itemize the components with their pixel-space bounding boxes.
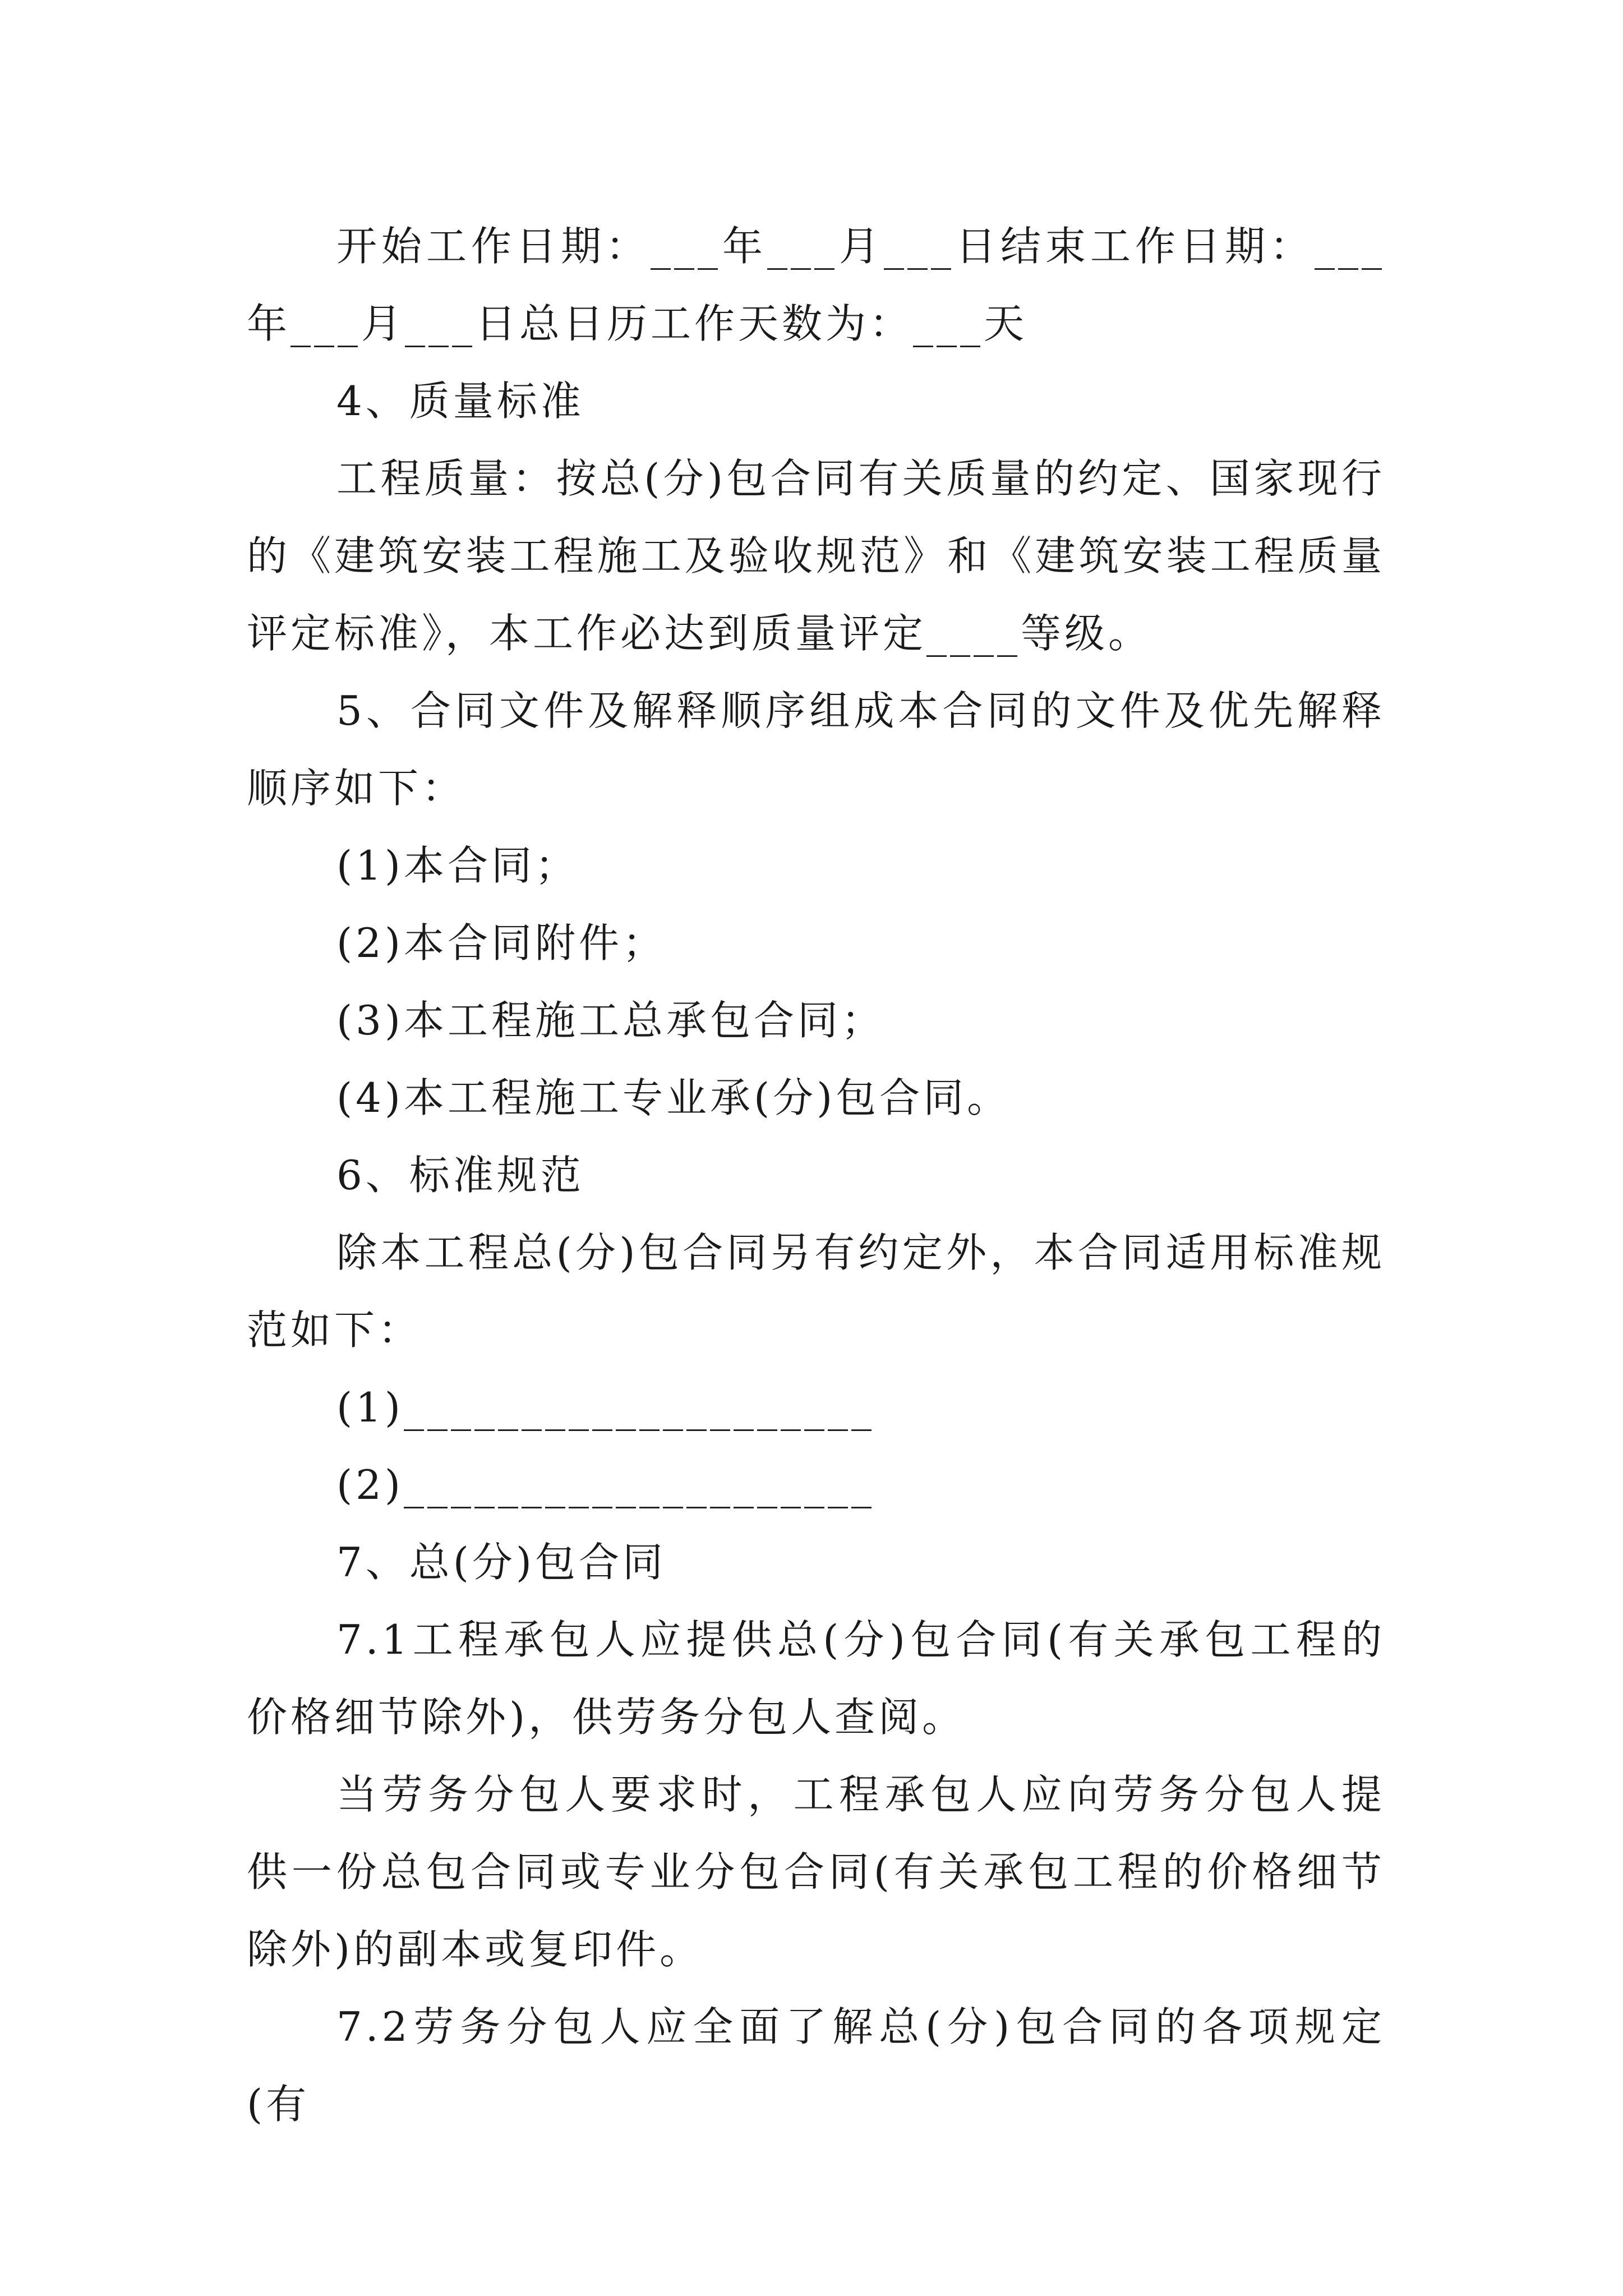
clause-7-2-paragraph: 7.2劳务分包人应全面了解总(分)包合同的各项规定(有 (247, 2003, 1385, 2128)
blank-list-item: (1)____________________ (336, 1384, 875, 1431)
document-body (247, 208, 1385, 2143)
list-item: (2)本合同附件； (336, 919, 666, 967)
section-heading-standards: 6、标准规范 (336, 1152, 584, 1199)
section-heading-quality-standard: 4、质量标准 (336, 378, 584, 425)
section-heading-general-contract: 7、总(分)包合同 (336, 1539, 666, 1586)
list-item: (4)本工程施工专业承(分)包合同。 (336, 1074, 1011, 1121)
standards-paragraph: 除本工程总(分)包合同另有约定外，本合同适用标准规范如下： (247, 1229, 1385, 1354)
clause-7-1-paragraph: 7.1工程承包人应提供总(分)包合同(有关承包工程的价格细节除外)，供劳务分包人查阅。 (247, 1616, 1385, 1741)
blank-list-item: (2)____________________ (336, 1461, 875, 1508)
work-dates-paragraph: 开始工作日期：___年___月___日结束工作日期：___年___月___日总日历工作天数为：___天 (247, 223, 1385, 347)
list-item: (3)本工程施工总承包合同； (336, 997, 885, 1044)
copy-request-paragraph: 当劳务分包人要求时，工程承包人应向劳务分包人提供一份总包合同或专业分包合同(有关承包工程的价格细节除外)的副本或复印件。 (247, 1771, 1385, 1973)
section-heading-contract-documents: 5、合同文件及解释顺序组成本合同的文件及优先解释顺序如下： (247, 687, 1385, 812)
quality-paragraph: 工程质量：按总(分)包合同有关质量的约定、国家现行的《建筑安装工程施工及验收规范》和《建筑安装工程质量评定标准》，本工作必达到质量评定____等级。 (247, 455, 1385, 657)
list-item: (1)本合同； (336, 842, 579, 889)
